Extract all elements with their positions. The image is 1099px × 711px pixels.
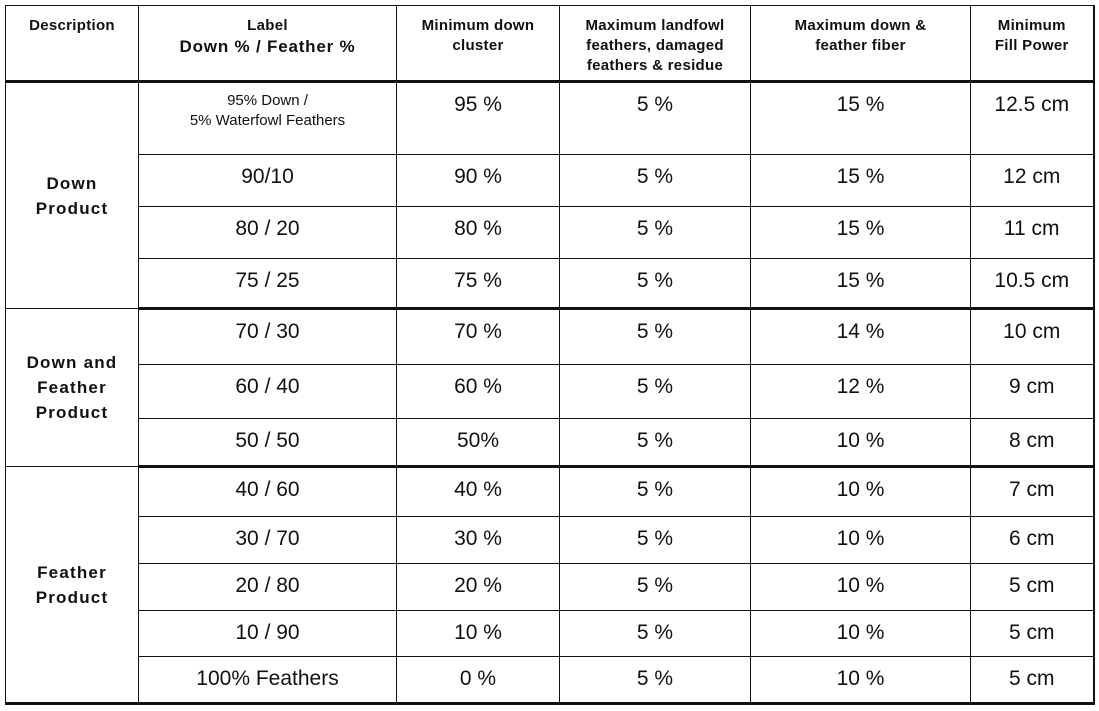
min-fill-power-cell: 11 cm bbox=[971, 207, 1094, 259]
label-cell bbox=[139, 82, 397, 155]
label-cell: 90/10 bbox=[139, 155, 397, 207]
header-description-text: Description bbox=[29, 17, 115, 34]
group-label-line: Down bbox=[46, 173, 98, 193]
min-fill-power-cell: 5 cm bbox=[971, 564, 1094, 611]
min-down-cluster-cell: 95 % bbox=[397, 82, 560, 155]
max-fiber-cell: 10 % bbox=[751, 657, 971, 704]
table-row bbox=[6, 365, 1094, 419]
label-line: 95% Down / bbox=[227, 92, 308, 109]
min-fill-power-cell: 6 cm bbox=[971, 517, 1094, 564]
min-down-cluster-cell: 40 % bbox=[397, 467, 560, 517]
min-fill-power-cell: 12 cm bbox=[971, 155, 1094, 207]
max-fiber-cell: 14 % bbox=[751, 309, 971, 365]
max-fiber-cell: 10 % bbox=[751, 611, 971, 657]
header-max-fiber-text: Maximum down & feather fiber bbox=[794, 17, 927, 54]
max-landfowl-cell: 5 % bbox=[560, 309, 751, 365]
group-label-line: Product bbox=[35, 198, 109, 218]
min-fill-power-cell: 5 cm bbox=[971, 611, 1094, 657]
max-landfowl-cell: 5 % bbox=[560, 207, 751, 259]
table-row bbox=[6, 309, 1094, 365]
table-row bbox=[6, 82, 1094, 155]
max-landfowl-cell: 5 % bbox=[560, 82, 751, 155]
header-description bbox=[6, 6, 139, 82]
max-landfowl-cell: 5 % bbox=[560, 611, 751, 657]
label-cell: 80 / 20 bbox=[139, 207, 397, 259]
max-fiber-cell: 15 % bbox=[751, 207, 971, 259]
min-down-cluster-cell: 90 % bbox=[397, 155, 560, 207]
table-row bbox=[6, 517, 1094, 564]
table-row bbox=[6, 259, 1094, 309]
min-fill-power-cell: 10 cm bbox=[971, 309, 1094, 365]
label-cell: 70 / 30 bbox=[139, 309, 397, 365]
min-down-cluster-cell: 70 % bbox=[397, 309, 560, 365]
table-row bbox=[6, 419, 1094, 467]
label-cell: 100% Feathers bbox=[139, 657, 397, 704]
header-max-landfowl-text: Maximum landfowl feathers, damaged feathers & residue bbox=[585, 17, 725, 74]
label-cell: 75 / 25 bbox=[139, 259, 397, 309]
header-label-subtitle: Down % / Feather % bbox=[179, 37, 356, 56]
group-label-cell bbox=[6, 467, 139, 704]
min-down-cluster-cell: 0 % bbox=[397, 657, 560, 704]
down-feather-spec-table bbox=[5, 5, 1095, 705]
table-row bbox=[6, 657, 1094, 704]
max-landfowl-cell: 5 % bbox=[560, 259, 751, 309]
group-label-line: Product bbox=[35, 587, 109, 607]
min-fill-power-cell: 9 cm bbox=[971, 365, 1094, 419]
table-row bbox=[6, 207, 1094, 259]
max-landfowl-cell: 5 % bbox=[560, 657, 751, 704]
group-label-line: Down and bbox=[26, 353, 118, 372]
header-min-fill-power bbox=[971, 6, 1094, 82]
table-row bbox=[6, 564, 1094, 611]
max-fiber-cell: 15 % bbox=[751, 82, 971, 155]
label-cell: 40 / 60 bbox=[139, 467, 397, 517]
table-row bbox=[6, 611, 1094, 657]
label-cell: 10 / 90 bbox=[139, 611, 397, 657]
header-label bbox=[139, 6, 397, 82]
min-fill-power-cell: 5 cm bbox=[971, 657, 1094, 704]
max-fiber-cell: 10 % bbox=[751, 517, 971, 564]
group-label-line: Product bbox=[35, 403, 109, 422]
max-fiber-cell: 12 % bbox=[751, 365, 971, 419]
group-label-cell bbox=[6, 309, 139, 467]
header-min-down-cluster bbox=[397, 6, 560, 82]
max-fiber-cell: 10 % bbox=[751, 419, 971, 467]
header-min-down-cluster-text: Minimum down cluster bbox=[421, 17, 535, 54]
min-fill-power-cell: 10.5 cm bbox=[971, 259, 1094, 309]
max-fiber-cell: 10 % bbox=[751, 467, 971, 517]
label-cell: 30 / 70 bbox=[139, 517, 397, 564]
min-down-cluster-cell: 30 % bbox=[397, 517, 560, 564]
min-down-cluster-cell: 20 % bbox=[397, 564, 560, 611]
table-body bbox=[6, 82, 1094, 704]
max-landfowl-cell: 5 % bbox=[560, 155, 751, 207]
group-label-line: Feather bbox=[37, 562, 107, 582]
label-cell: 50 / 50 bbox=[139, 419, 397, 467]
min-down-cluster-cell: 10 % bbox=[397, 611, 560, 657]
header-max-fiber bbox=[751, 6, 971, 82]
label-cell: 60 / 40 bbox=[139, 365, 397, 419]
table-row bbox=[6, 155, 1094, 207]
min-down-cluster-cell: 50% bbox=[397, 419, 560, 467]
max-landfowl-cell: 5 % bbox=[560, 419, 751, 467]
min-down-cluster-cell: 60 % bbox=[397, 365, 560, 419]
table-row bbox=[6, 467, 1094, 517]
max-fiber-cell: 10 % bbox=[751, 564, 971, 611]
max-fiber-cell: 15 % bbox=[751, 155, 971, 207]
min-down-cluster-cell: 75 % bbox=[397, 259, 560, 309]
min-down-cluster-cell: 80 % bbox=[397, 207, 560, 259]
min-fill-power-cell: 8 cm bbox=[971, 419, 1094, 467]
min-fill-power-cell: 12.5 cm bbox=[971, 82, 1094, 155]
max-landfowl-cell: 5 % bbox=[560, 564, 751, 611]
label-cell: 20 / 80 bbox=[139, 564, 397, 611]
header-row bbox=[6, 6, 1094, 82]
header-max-landfowl bbox=[560, 6, 751, 82]
min-fill-power-cell: 7 cm bbox=[971, 467, 1094, 517]
label-line: 5% Waterfowl Feathers bbox=[189, 112, 346, 129]
header-min-fill-power-text: Minimum Fill Power bbox=[994, 17, 1069, 54]
max-fiber-cell: 15 % bbox=[751, 259, 971, 309]
header-label-title: Label bbox=[247, 17, 288, 34]
group-label-line: Feather bbox=[37, 378, 107, 397]
group-label-cell bbox=[6, 82, 139, 309]
max-landfowl-cell: 5 % bbox=[560, 467, 751, 517]
max-landfowl-cell: 5 % bbox=[560, 365, 751, 419]
max-landfowl-cell: 5 % bbox=[560, 517, 751, 564]
